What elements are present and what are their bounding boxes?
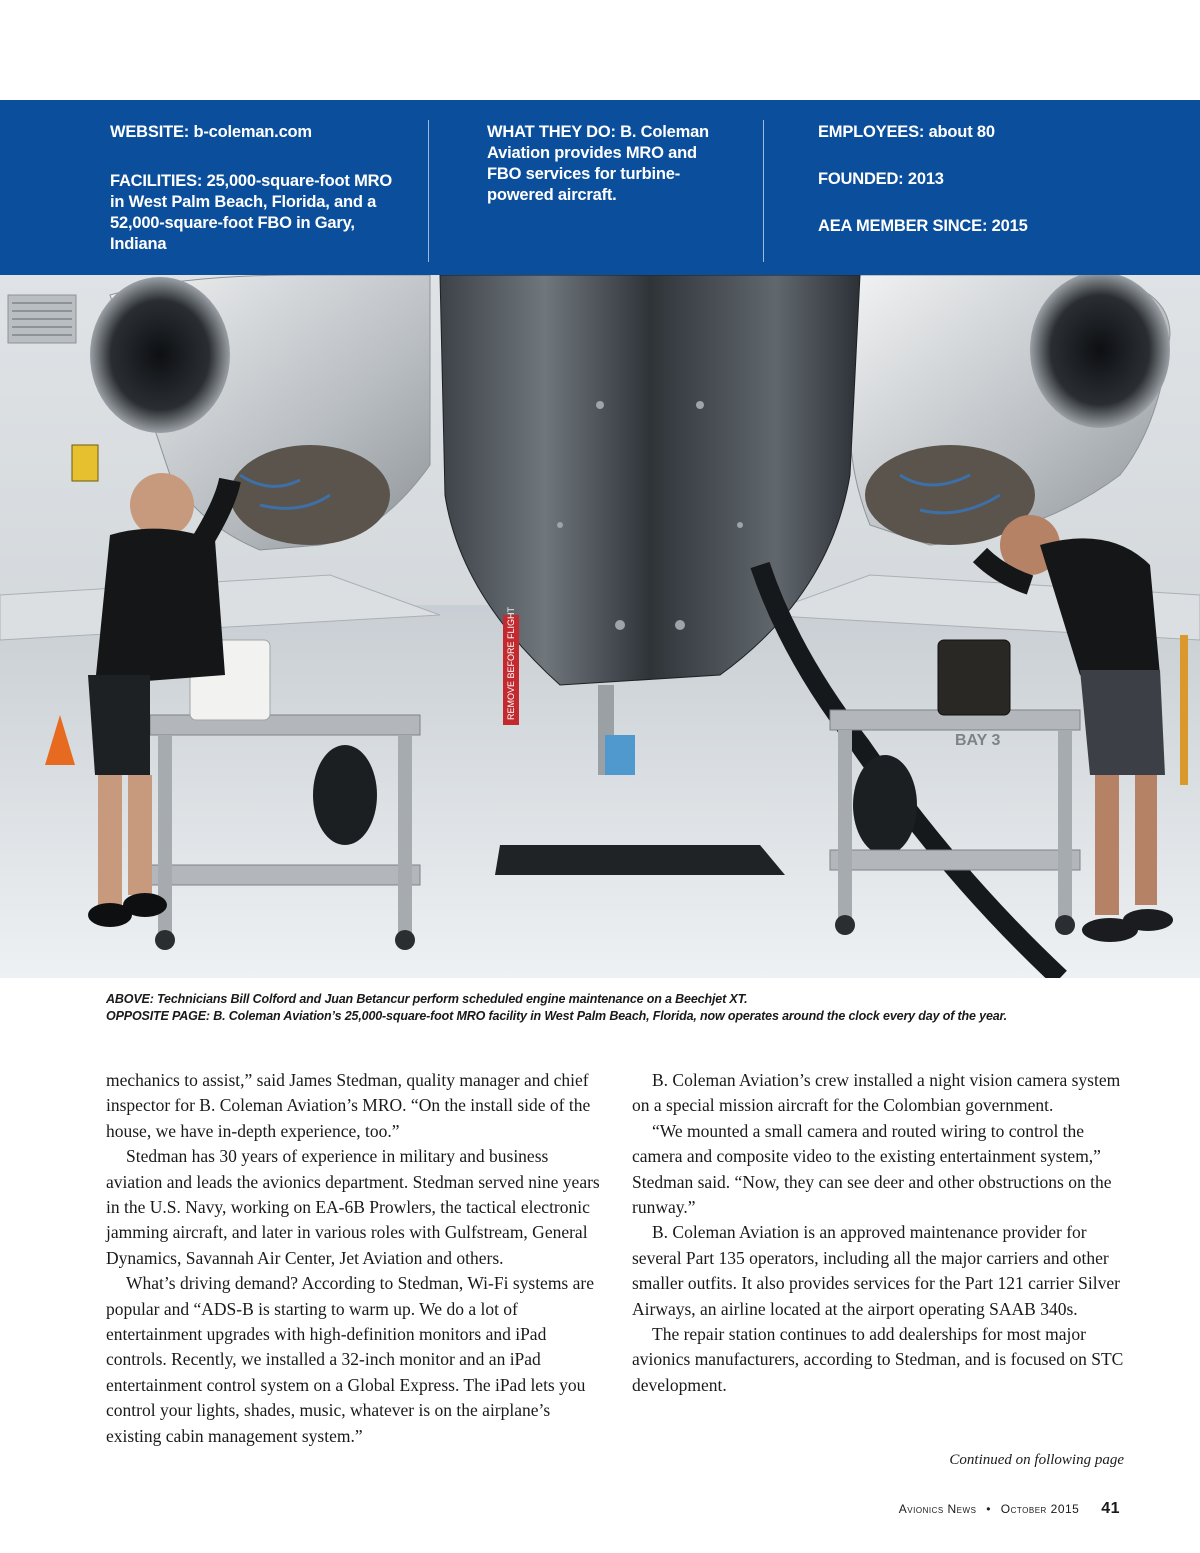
footer-separator: • xyxy=(986,1502,991,1516)
member-since-value: 2015 xyxy=(991,217,1028,235)
article-paragraph: mechanics to assist,” said James Stedman, quality manager and chief inspector for B. Coleman Aviation’s MRO. “On the install side of the house, we have in-depth experience, too.” xyxy=(106,1070,591,1141)
founded-fact xyxy=(818,169,1118,190)
issue-date: October 2015 xyxy=(1000,1502,1080,1516)
website-label: WEBSITE: xyxy=(110,123,190,141)
article-paragraph: B. Coleman Aviation’s crew installed a night vision camera system on a special mission aircraft for the Colombian government. xyxy=(632,1070,1121,1116)
banner-column-left xyxy=(110,122,400,255)
employees-value: about 80 xyxy=(928,123,995,141)
what-they-do-label: WHAT THEY DO: xyxy=(487,123,616,141)
company-info-banner xyxy=(0,100,1200,275)
banner-column-middle xyxy=(487,122,727,206)
article-paragraph: “We mounted a small camera and routed wiring to control the camera and composite video to the existing entertainment system,” Stedman said. “Now, they can see deer and other obstructions on the runway.” xyxy=(632,1120,1112,1218)
flag-label: REMOVE BEFORE FLIGHT xyxy=(506,606,516,720)
banner-divider xyxy=(763,120,764,262)
member-since-fact xyxy=(818,216,1118,237)
website-value: b-coleman.com xyxy=(193,123,312,141)
facilities-fact xyxy=(110,171,400,255)
what-they-do-value: B. Coleman Aviation provides MRO and FBO services for turbine-powered aircraft. xyxy=(487,123,709,204)
website-fact xyxy=(110,122,400,143)
article-column-right xyxy=(632,1068,1126,1398)
article-paragraph: The repair station continues to add dealerships for most major avionics manufacturers, according to Stedman, and is focused on STC development. xyxy=(632,1324,1124,1395)
employees-fact xyxy=(818,122,1118,143)
founded-label: FOUNDED: xyxy=(818,170,904,188)
what-they-do-fact xyxy=(487,122,727,206)
continued-note: Continued on following page xyxy=(949,1452,1124,1468)
article-paragraph: B. Coleman Aviation is an approved maintenance provider for several Part 135 operators, including all the major carriers and other smaller outfits. It also provides services for the Part 121 carrier Silver Airways, an airline located at the airport operating SAAB 340s. xyxy=(632,1222,1120,1319)
facilities-value: 25,000-square-foot MRO in West Palm Beach, Florida, and a 52,000-square-foot FBO in Gary, Indiana xyxy=(110,172,392,253)
member-since-label: AEA MEMBER SINCE: xyxy=(818,217,988,235)
article-paragraph: What’s driving demand? According to Stedman, Wi-Fi systems are popular and “ADS-B is starting to warm up. We do a lot of entertainment upgrades with high-definition monitors and iPad controls. Recently, we installed a 32-inch monitor and an iPad entertainment control system on a Global Express. The iPad lets you control your lights, shades, music, whatever is on the airplane’s existing cabin management system.” xyxy=(106,1273,594,1446)
page-number: 41 xyxy=(1101,1500,1120,1517)
page-footer xyxy=(820,1500,1120,1518)
banner-column-right xyxy=(818,122,1118,237)
publication-name: Avionics News xyxy=(898,1502,977,1516)
banner-divider xyxy=(428,120,429,262)
facilities-label: FACILITIES: xyxy=(110,172,203,190)
employees-label: EMPLOYEES: xyxy=(818,123,925,141)
article-column-left xyxy=(106,1068,600,1449)
founded-value: 2013 xyxy=(907,170,944,188)
photo-caption xyxy=(106,991,1146,1025)
article-paragraph: Stedman has 30 years of experience in military and business aviation and leads the avionics department. Stedman served nine years in the U.S. Navy, working on EA-6B Prowlers, the tactical electronic jamming aircraft, and later in various roles with Gulfstream, General Dynamics, Savannah Air Center, Jet Aviation and others. xyxy=(106,1146,600,1268)
caption-line-opposite: OPPOSITE PAGE: B. Coleman Aviation’s 25,000-square-foot MRO facility in West Palm Beach, Florida, now operates around the clock every day of the year. xyxy=(106,1009,1007,1023)
hangar-maintenance-photo xyxy=(0,275,1200,978)
caption-line-above: ABOVE: Technicians Bill Colford and Juan Betancur perform scheduled engine maintenance on a Beechjet XT. xyxy=(106,992,748,1006)
cart-bay-label: BAY 3 xyxy=(955,732,1001,749)
